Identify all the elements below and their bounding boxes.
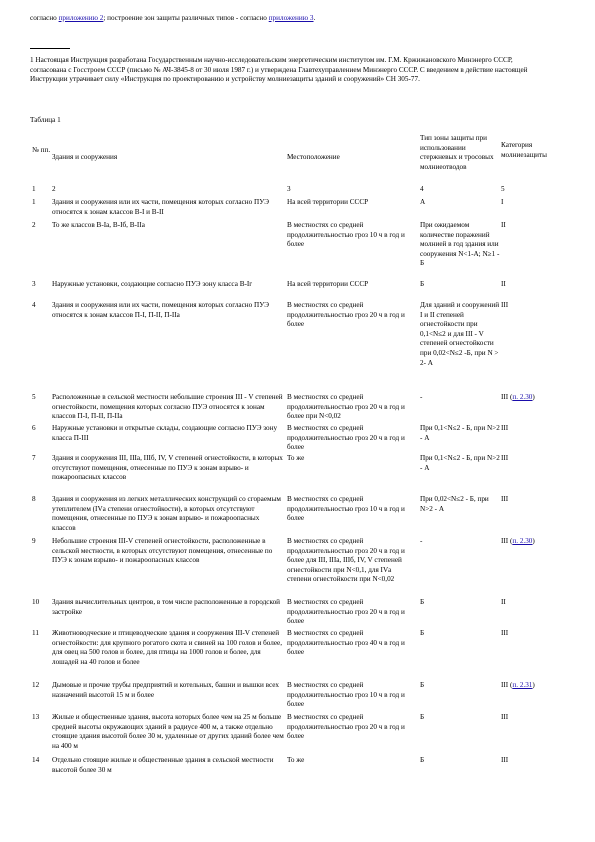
row-category [501,280,571,290]
row-location: В местностях со средней продолжительностью гроз 20 ч в год и более [287,598,405,626]
row-zone-type: При ожидаемом количестве поражений молнией в год здания или сооружения N<1-А; N≥1 - Б [420,221,500,268]
row-location: В местностях со средней продолжительностью гроз 10 ч в год и более [287,221,405,249]
row-location: В местностях со средней продолжительностью гроз 40 ч в год и более [287,629,405,657]
col-number-5: 5 [501,185,505,193]
row-category-text: III ( [501,537,513,545]
row-category [501,424,571,434]
row-location: То же [287,454,305,462]
row-building: Здания и сооружения III, IIIа, IIIб, IV, V степеней огнестойкости, в которых отсутствуют помещения, отнесенные по ПУЭ к зонам взрыво- и пожароопасных классов [52,454,283,482]
appendix-2-link[interactable]: приложению 2 [58,14,104,22]
row-category-text: III ( [501,681,513,689]
row-building: То же классов В-Iа, В-Iб, В-IIа [52,221,145,229]
row-category [501,393,571,403]
row-category-close: ) [532,393,535,401]
row-location: В местностях со средней продолжительностью гроз 20 ч в год и более [287,713,405,741]
col-number-3: 3 [287,185,291,193]
header-location: Местоположение [287,153,340,161]
row-number: 7 [32,454,36,462]
col-number-2: 2 [52,185,56,193]
row-zone-type: Б [420,598,425,606]
row-category [501,713,571,723]
row-number: 12 [32,681,40,689]
row-building: Расположенные в сельской местности небольшие строения III - V степеней огнестойкости, помещения которых согласно ПУЭ относятся к зонам классов П-I, П-II, П-IIа [52,393,283,421]
row-category-text: III [501,756,509,764]
row-category-close: ) [532,537,535,545]
header-building: Здания и сооружения [52,153,118,161]
row-number: 13 [32,713,40,721]
row-zone-type: При 0,02<N≤2 - Б, при N>2 - А [420,495,489,513]
row-location: В местностях со средней продолжительностью гроз 10 ч в год и более [287,495,405,523]
row-category [501,198,571,208]
row-zone-type: - [420,537,423,545]
row-building: Наружные установки, создающие согласно ПУЭ зону класса В-Iг [52,280,253,288]
row-building: Дымовые и прочие трубы предприятий и котельных, башни и вышки всех назначений высотой 15 м и более [52,681,280,699]
row-category-text: III [501,713,509,721]
row-building: Здания и сооружения или их части, помещения которых согласно ПУЭ относятся к зонам классов В-I и В-II [52,198,269,216]
row-location: На всей территории СССР [287,280,369,288]
row-zone-type: При 0,1<N≤2 - Б, при N>2 - А [420,454,500,472]
row-number: 5 [32,393,36,401]
row-location: В местностях со средней продолжительностью гроз 20 ч в год и более для III, IIIа, IIIб, IV, V степеней огнестойкости при N<0,1, для IVа степени огнестойкости при N<0,02 [287,537,405,584]
row-building: Жилые и общественные здания, высота которых более чем на 25 м больше средней высоты окружающих зданий в радиусе 400 м, а также отдельно стоящие здания высотой более 30 м, удаленные от других зданий более чем на 400 м [52,713,284,750]
row-category [501,756,571,766]
header-zone: Тип зоны защиты при использовании стержневых и тросовых молниеотводов [420,134,494,171]
row-category-text: III [501,424,509,432]
row-category [501,598,571,608]
appendix-3-link[interactable]: приложению 3 [268,14,314,22]
row-number: 14 [32,756,40,764]
row-number: 9 [32,537,36,545]
row-location: То же [287,756,305,764]
row-number: 10 [32,598,40,606]
row-category [501,629,571,639]
row-building: Здания вычислительных центров, в том числе расположенные в городской застройке [52,598,281,616]
row-zone-type: - [420,393,423,401]
row-category-text: II [501,598,506,606]
row-number: 8 [32,495,36,503]
row-category [501,221,571,231]
row-zone-type: А [420,198,426,206]
row-number: 6 [32,424,36,432]
row-building: Здания и сооружения или их части, помещения которых согласно ПУЭ относятся к зонам классов П-I, П-II, П-IIа [52,301,269,319]
row-category-text: I [501,198,504,206]
row-category-close: ) [532,681,535,689]
clause-link[interactable]: п. 2.30 [512,393,533,401]
row-category [501,495,571,505]
row-location: На всей территории СССР [287,198,369,206]
footnote-separator [30,48,70,49]
row-zone-type: Для зданий и сооружений I и II степеней огнестойкости при 0,1<N≤2 и для III - V степеней огнестойкости при 0,02<N≤2 -Б, при N > 2- А [420,301,500,367]
row-building: Отдельно стоящие жилые и общественные здания в сельской местности высотой более 30 м [52,756,274,774]
row-number: 4 [32,301,36,309]
intro-suffix: . [313,14,316,22]
header-num: № пп. [32,146,51,154]
table-title: Таблица 1 [30,116,61,124]
row-category [501,301,571,311]
row-category-text: III [501,629,509,637]
col-number-1: 1 [32,185,36,193]
row-category-text: III [501,495,509,503]
clause-link[interactable]: п. 2.31 [512,681,533,689]
row-category-text: II [501,280,506,288]
row-category-text: III [501,454,509,462]
row-category [501,454,571,464]
footnote: 1 Настоящая Инструкция разработана Государственным научно-исследовательским энергетическим институтом им. Г.М. Кржижановского Минэнерго СССР, согласована с Госстроем СССР (письмо № АЧ-3845-8 от 30 июля 1987 г.) и утверждена Главтехуправлением Минэнерго СССР. С введением в действие настоящей Инструкции утрачивает силу «Инструкция по проектированию и устройству молниезащиты зданий и сооружений» СН 305-77. [30,56,528,84]
row-number: 1 [32,198,36,206]
intro-middle: ; построение зон защиты различных типов - согласно [103,14,269,22]
row-location: В местностях со средней продолжительностью гроз 20 ч в год и более [287,424,405,452]
row-category [501,537,571,547]
col-number-4: 4 [420,185,424,193]
row-building: Здания и сооружения из легких металлических конструкций со сгораемым утеплителем (IVа степени огнестойкости), в которых отсутствуют помещения, отнесенные по ПУЭ к зонам взрыво- и пожароопасных классов [52,495,281,532]
header-category: Категория молниезащиты [501,141,547,159]
row-zone-type: Б [420,280,425,288]
row-zone-type: Б [420,756,425,764]
intro-prefix: согласно [30,14,59,22]
row-category-text: II [501,221,506,229]
row-zone-type: Б [420,681,425,689]
row-number: 11 [32,629,39,637]
row-number: 3 [32,280,36,288]
row-zone-type: Б [420,629,425,637]
row-building: Наружные установки и открытые склады, создающие согласно ПУЭ зону класса П-III [52,424,278,442]
row-number: 2 [32,221,36,229]
row-category-text: III ( [501,393,513,401]
row-category [501,681,571,691]
row-zone-type: При 0,1<N≤2 - Б, при N>2 - А [420,424,500,442]
row-location: В местностях со средней продолжительностью гроз 20 ч в год и более [287,301,405,329]
row-location: В местностях со средней продолжительностью гроз 20 ч в год и более при N<0,02 [287,393,405,421]
row-building: Животноводческие и птицеводческие здания и сооружения III-V степеней огнестойкости: для крупного рогатого скота и свиней на 100 голов и более, для овец на 500 голов и более, для птицы на 1000 голов и более, для лошадей на 40 голов и более [52,629,283,666]
row-category-text: III [501,301,509,309]
row-location: В местностях со средней продолжительностью гроз 10 ч в год и более [287,681,405,709]
intro-line [30,14,570,24]
row-zone-type: Б [420,713,425,721]
clause-link[interactable]: п. 2.30 [512,537,533,545]
row-building: Небольшие строения III-V степеней огнестойкости, расположенные в сельской местности, в которых отсутствуют помещения, отнесенные по ПУЭ к зонам взрыво- и пожароопасных классов [52,537,273,565]
